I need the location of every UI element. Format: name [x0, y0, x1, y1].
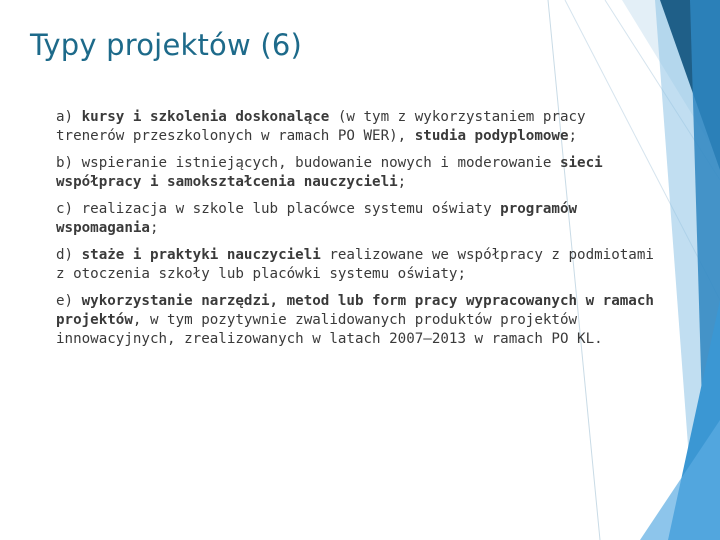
- list-item: [56, 200, 656, 238]
- text-run: a): [56, 109, 82, 125]
- slide-body: [56, 108, 656, 357]
- text-run: c) realizacja w szkole lub placówce systemu oświaty: [56, 201, 501, 217]
- text-run: (w tym z wykorzystaniem pracy trenerów przeszkolonych w ramach PO WER),: [56, 109, 586, 144]
- deco-shape-overlay: [640, 420, 720, 540]
- text-run: , w tym pozytywnie zwalidowanych produktów projektów innowacyjnych, zrealizowanych w latach 2007–2013 w ramach PO KL.: [56, 312, 603, 347]
- bold-text: kursy i szkolenia doskonalące: [81, 109, 330, 125]
- text-run: e): [56, 293, 82, 309]
- list-item: [56, 108, 656, 146]
- bold-text: studia podyplomowe: [414, 128, 569, 144]
- list-item: [56, 246, 656, 284]
- list-item: [56, 292, 656, 349]
- list-item: [56, 154, 656, 192]
- bold-text: staże i praktyki nauczycieli: [81, 247, 321, 263]
- text-run: realizowane we współpracy z podmiotami z otoczenia szkoły lub placówki systemu oświaty;: [56, 247, 654, 282]
- text-run: ;: [149, 220, 159, 236]
- slide-title: Typy projektów (6): [30, 28, 303, 62]
- text-run: ;: [568, 128, 578, 144]
- text-run: d): [56, 247, 82, 263]
- text-run: ;: [397, 174, 407, 190]
- text-run: b) wspieranie istniejących, budowanie nowych i moderowanie: [56, 155, 560, 171]
- bold-text: wykorzystanie narzędzi, metod lub form pracy wypracowanych w ramach projektów: [56, 293, 654, 328]
- bold-text: sieci współpracy i samokształcenia nauczycieli: [56, 155, 603, 190]
- bold-text: programów wspomagania: [56, 201, 578, 236]
